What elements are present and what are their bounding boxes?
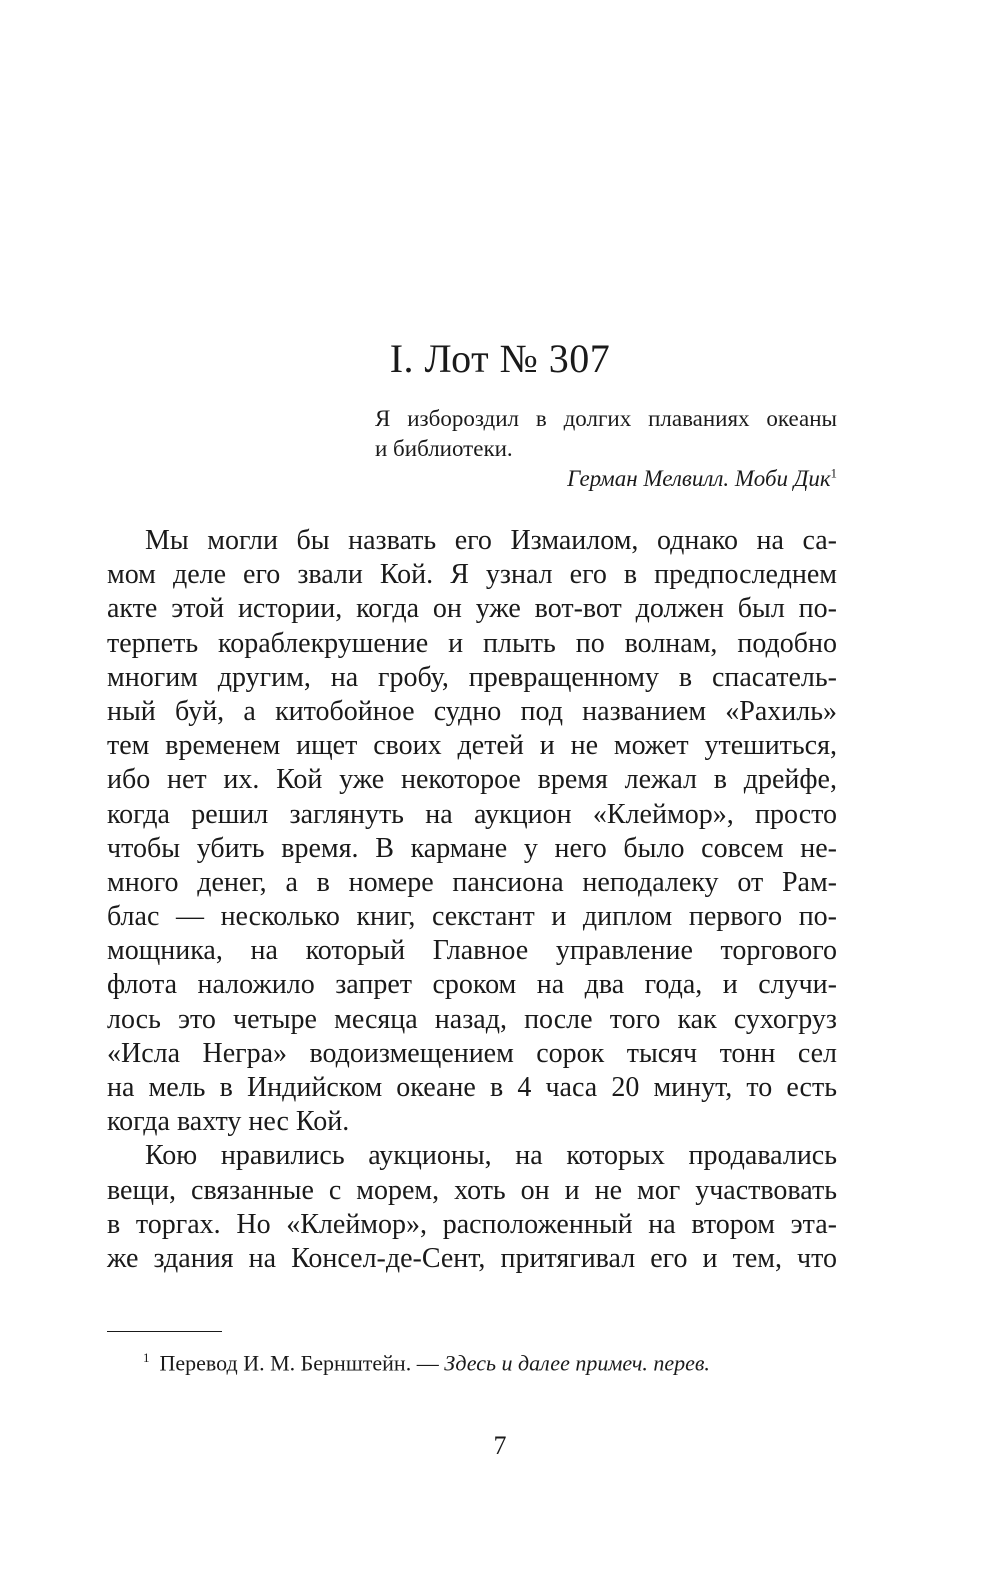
text-line: тем временем ищет своих детей и не может утешиться, xyxy=(107,730,837,762)
body-text xyxy=(107,524,837,1276)
chapter-title: I. Лот № 307 xyxy=(389,335,611,381)
text-line: когда вахту нес Кой. xyxy=(107,1106,350,1138)
text-line: на мель в Индийском океане в 4 часа 20 минут, то есть xyxy=(107,1072,837,1103)
text-line: чтобы убить время. В кармане у него было совсем не- xyxy=(107,832,837,864)
text-line: много денег, а в номере пансиона неподалеку от Рам- xyxy=(107,866,837,898)
text-line: лось это четыре месяца назад, после того как сухогруз xyxy=(107,1003,837,1035)
text-line: акте этой истории, когда он уже вот-вот должен был по- xyxy=(107,593,837,625)
text-line: терпеть кораблекрушение и плыть по волнам, подобно xyxy=(107,627,837,659)
text-line: мом деле его звали Кой. Я узнал его в предпоследнем xyxy=(107,559,837,591)
epigraph-source xyxy=(375,464,837,494)
page-number: 7 xyxy=(493,1431,507,1460)
text-line: многим другим, на гробу, превращенному в спасатель- xyxy=(107,661,837,693)
text-line: Кою нравились аукционы, на которых продавались xyxy=(145,1140,837,1172)
text-line: мощника, на который Главное управление торгового xyxy=(107,935,837,967)
epigraph-source-text: Герман Мелвилл. Моби Дик xyxy=(567,466,831,491)
footnote xyxy=(143,1344,710,1377)
text-line: когда решил заглянуть на аукцион «Клеймор», просто xyxy=(107,798,837,830)
epigraph-line: и библиотеки. xyxy=(375,436,513,461)
text-line: в торгах. Но «Клеймор», расположенный на втором эта- xyxy=(107,1208,837,1240)
footnote-reference: 1 xyxy=(830,466,837,481)
text-line: флота наложило запрет сроком на два года, и случи- xyxy=(107,969,837,1001)
text-line: ный буй, а китобойное судно под названием «Рахиль» xyxy=(107,695,837,727)
text-line: вещи, связанные с морем, хоть он и не мог участвовать xyxy=(107,1174,837,1206)
footnote-italic-text: Здесь и далее примеч. перев. xyxy=(444,1350,710,1376)
text-line: «Исла Негра» водоизмещением сорок тысяч тонн сел xyxy=(107,1037,837,1069)
text-line: Мы могли бы назвать его Измаилом, однако на са- xyxy=(145,525,837,556)
text-line: же здания на Консел-де-Сент, притягивал его и тем, что xyxy=(107,1242,837,1274)
epigraph-line: Я избороздил в долгих плаваниях океаны xyxy=(375,406,837,431)
footnote-text: Перевод И. М. Бернштейн. — xyxy=(159,1350,445,1376)
footnote-marker: 1 xyxy=(143,1350,150,1365)
text-line: блас — несколько книг, секстант и диплом первого по- xyxy=(107,901,837,933)
footnote-divider xyxy=(107,1331,222,1332)
text-line: ибо нет их. Кой уже некоторое время лежал в дрейфе, xyxy=(107,764,837,796)
epigraph xyxy=(375,404,837,494)
